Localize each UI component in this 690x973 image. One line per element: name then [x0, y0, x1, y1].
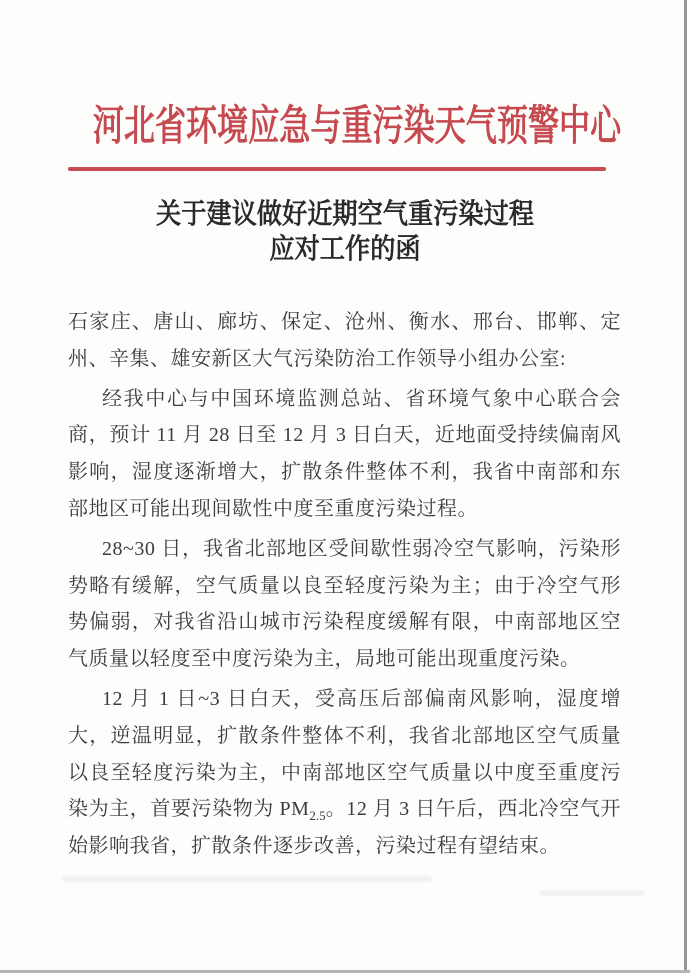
- paragraph-dec1-3: [68, 681, 621, 865]
- paragraph-dec1-3-text: 12 月 1 日~3 日白天，受高压后部偏南风影响，湿度增大，逆温明显，扩散条件整体不利，我省北部地区空气质量以良至轻度污染为主，中南部地区空气质量以中度至重度污染为主，首要污染物为 PM: [68, 687, 621, 821]
- pm25-subscript: 2.5: [309, 808, 326, 824]
- document-title-text-2: 应对工作的函: [269, 234, 421, 265]
- red-divider-line: [68, 167, 606, 171]
- letter-body: [68, 304, 621, 865]
- document-title: [0, 197, 690, 267]
- scan-showthrough-smudge: [62, 876, 432, 882]
- scan-edge-right: [684, 0, 687, 973]
- document-title-text-1: 关于建议做好近期空气重污染过程: [155, 199, 534, 230]
- letterhead: [0, 0, 690, 152]
- scan-showthrough-smudge: [540, 890, 645, 896]
- paragraph-nov28-30: 28~30 日，我省北部地区受间歇性弱冷空气影响，污染形势略有缓解，空气质量以良至轻度污染为主；由于冷空气形势偏弱，对我省沿山城市污染程度缓解有限，中南部地区空气质量以轻度至中度污染为主，局地可能出现重度污染。: [68, 537, 621, 671]
- salutation: 石家庄、唐山、廊坊、保定、沧州、衡水、邢台、邯郸、定州、辛集、雄安新区大气污染防治工作领导小组办公室:: [68, 311, 621, 370]
- paragraph-forecast: 经我中心与中国环境监测总站、省环境气象中心联合会商，预计 11 月 28 日至 12 月 3 日白天，近地面受持续偏南风影响，湿度逐渐增大，扩散条件整体不利，我省中南部和东部地区可能出现间歇性中度至重度污染过程。: [68, 387, 621, 520]
- document-title-line-1: [0, 197, 690, 232]
- paragraph-dec1-3-text-cont: 。12 月 3 日午后，西北冷空气开始影响我省，扩散条件逐步改善，污染过程有望结束。: [68, 798, 622, 858]
- letterhead-title: 河北省环境应急与重污染天气预警中心: [92, 104, 622, 150]
- document-title-line-2: [0, 232, 690, 267]
